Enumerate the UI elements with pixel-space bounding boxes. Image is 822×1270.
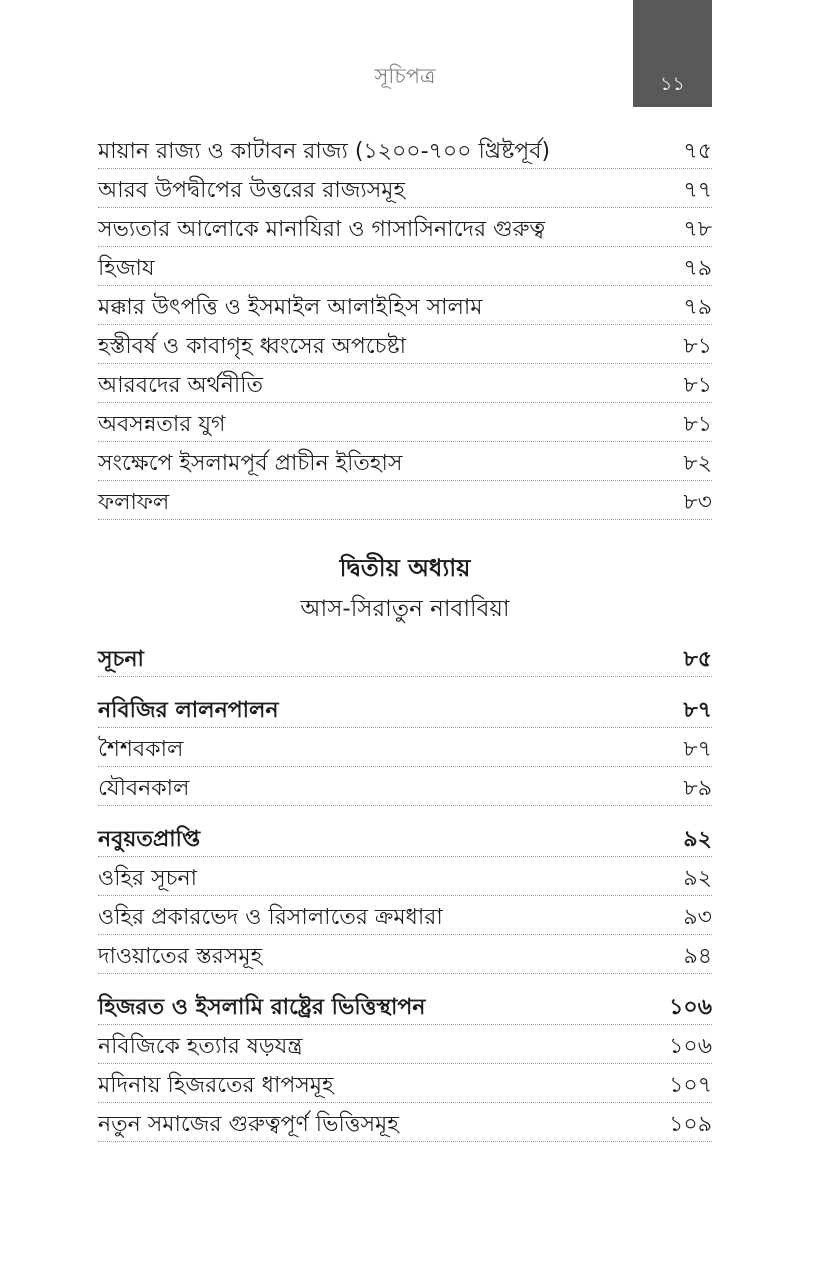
toc-entry-row (98, 857, 712, 896)
page-title: সূচিপত্র (374, 64, 436, 88)
page-content (98, 60, 712, 1142)
toc-entry-page-number: ৭৮ (683, 217, 712, 242)
toc-entry-page-number: ৮৫ (683, 647, 712, 672)
toc-entry-label: দাওয়াতের স্তরসমূহ (98, 944, 263, 969)
toc-entry-row (98, 1025, 712, 1064)
toc-entry-page-number: ৮১ (683, 373, 712, 398)
toc-entry-label: আরব উপদ্বীপের উত্তরের রাজ্যসমূহ (98, 178, 406, 203)
toc-entry-label: সংক্ষেপে ইসলামপূর্ব প্রাচীন ইতিহাস (98, 451, 403, 476)
toc-entry-row (98, 986, 712, 1025)
toc-entry-page-number: ৮১ (683, 334, 712, 359)
toc-entry-label: হিজরত ও ইসলামি রাষ্ট্রের ভিত্তিস্থাপন (98, 995, 426, 1020)
toc-entry-row (98, 364, 712, 403)
toc-entry-label: যৌবনকাল (98, 776, 190, 801)
toc-entry-page-number: ৭৭ (683, 178, 712, 203)
chapter-subtitle: আস-সিরাতুন নাবাবিয়া (300, 596, 510, 622)
toc-entry-label: নবিজির লালনপালন (98, 698, 279, 723)
toc-entry-page-number: ১০৭ (669, 1073, 712, 1098)
toc-entry-row (98, 728, 712, 767)
toc-entry-page-number: ১০৬ (669, 995, 712, 1020)
toc-entry-label: আরবদের অর্থনীতি (98, 373, 264, 398)
toc-entry-row (98, 818, 712, 857)
toc-list-chapter1-continued (98, 130, 712, 520)
toc-entry-row (98, 247, 712, 286)
toc-entry-page-number: ৮২ (683, 451, 712, 476)
toc-entry-label: শৈশবকাল (98, 737, 184, 762)
toc-entry-row (98, 689, 712, 728)
toc-entry-row (98, 896, 712, 935)
toc-entry-label: অবসন্নতার যুগ (98, 412, 226, 437)
toc-entry-label: নবুয়তপ্রাপ্তি (98, 827, 201, 852)
toc-entry-row (98, 403, 712, 442)
toc-entry-page-number: ৯৩ (683, 905, 712, 930)
toc-entry-label: ফলাফল (98, 490, 170, 515)
toc-entry-page-number: ৮১ (683, 412, 712, 437)
toc-entry-page-number: ৮৯ (683, 776, 712, 801)
toc-entry-label: ওহির সূচনা (98, 866, 198, 891)
toc-entry-page-number: ৯২ (683, 827, 712, 852)
toc-entry-label: নবিজিকে হত্যার ষড়যন্ত্র (98, 1034, 303, 1059)
toc-entry-row (98, 638, 712, 677)
toc-entry-page-number: ১০৯ (669, 1112, 712, 1137)
toc-entry-row (98, 481, 712, 520)
toc-entry-row (98, 1064, 712, 1103)
toc-entry-row (98, 767, 712, 806)
toc-entry-row (98, 169, 712, 208)
toc-entry-label: ওহির প্রকারভেদ ও রিসালাতের ক্রমধারা (98, 905, 443, 930)
toc-entry-label: নতুন সমাজের গুরুত্বপূর্ণ ভিত্তিসমূহ (98, 1112, 399, 1137)
toc-entry-page-number: ৮৭ (683, 737, 712, 762)
toc-entry-label: মক্কার উৎপত্তি ও ইসমাইল আলাইহিস সালাম (98, 295, 483, 320)
toc-entry-row (98, 325, 712, 364)
toc-entry-row (98, 208, 712, 247)
toc-entry-page-number: ৯২ (683, 866, 712, 891)
toc-entry-page-number: ৮৭ (683, 698, 712, 723)
toc-entry-row (98, 130, 712, 169)
toc-entry-page-number: ৭৯ (683, 256, 712, 281)
toc-entry-label: মদিনায় হিজরতের ধাপসমূহ (98, 1073, 334, 1098)
toc-entry-page-number: ৭৫ (683, 139, 712, 164)
toc-entry-label: হস্তীবর্ষ ও কাবাগৃহ ধ্বংসের অপচেষ্টা (98, 334, 407, 359)
toc-entry-page-number: ৮৩ (683, 490, 712, 515)
toc-entry-label: মায়ান রাজ্য ও কাটাবন রাজ্য (১২০০-৭০০ খ্রিষ্টপূর্ব) (98, 139, 551, 164)
toc-entry-page-number: ১০৬ (669, 1034, 712, 1059)
toc-entry-label: সভ্যতার আলোকে মানাযিরা ও গাসাসিনাদের গুরুত্ব (98, 217, 546, 242)
toc-entry-page-number: ৯৪ (683, 944, 712, 969)
chapter-title: দ্বিতীয় অধ্যায় (339, 554, 471, 582)
toc-entry-label: সূচনা (98, 647, 144, 672)
toc-entry-row (98, 1103, 712, 1142)
chapter-heading (98, 550, 712, 626)
toc-entry-row (98, 286, 712, 325)
toc-entry-label: হিজায (98, 256, 155, 281)
page-number: ১১ (660, 73, 685, 95)
toc-entry-row (98, 442, 712, 481)
toc-entry-row (98, 935, 712, 974)
toc-list-chapter2 (98, 638, 712, 1142)
toc-entry-page-number: ৭৯ (683, 295, 712, 320)
